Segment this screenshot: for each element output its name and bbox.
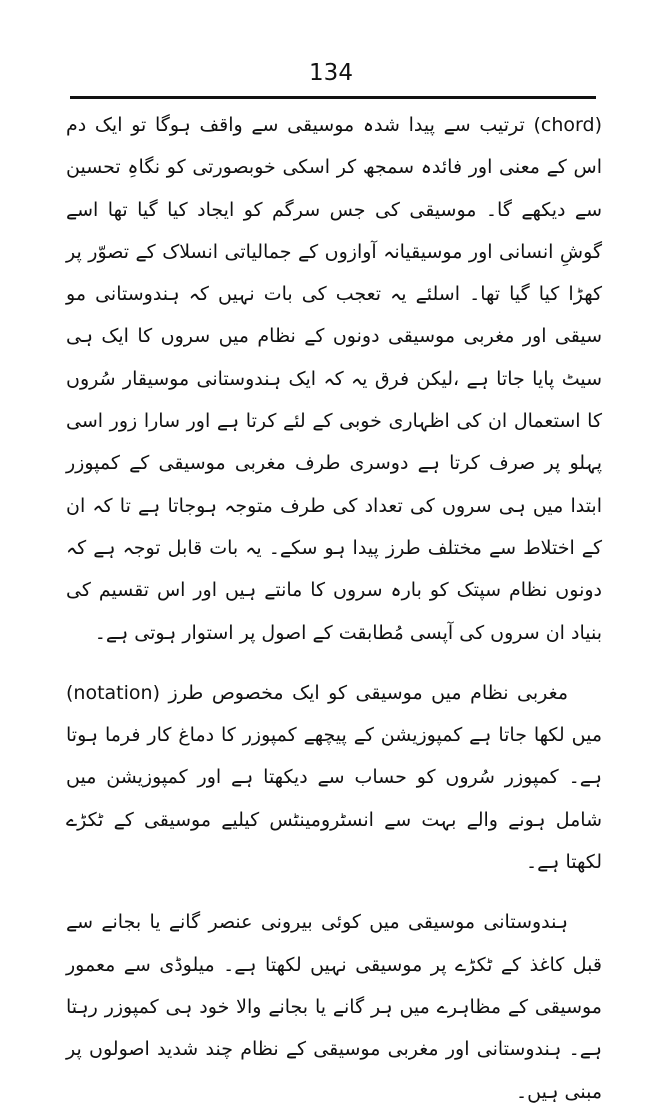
paragraph-1: (chord) ترتیب سے پیدا شدہ موسیقی سے واقف ہوگا تو ایک دم اس کے معنی اور فائدہ سمجھ کر اسکی خوبصورتی کو نگاہِ تحسین سے دیکھے گا۔ موسیقی کی جس سرگم کو ایجاد کیا گیا تھا اسے گوشِ انسانی اور موسیقیانہ آوازوں کے جمالیاتی انسلاک کے تصوّر پر کھڑا کیا گیا تھا۔ اسلئے یہ تعجب کی بات نہیں کہ ہندوستانی مو سیقی اور مغربی موسیقی دونوں کے نظام میں سروں کا ایک ہی سیٹ پایا جاتا ہے ،لیکن فرق یہ کہ ایک ہندوستانی موسیقار سُروں کا استعمال ان کی اظہاری خوبی کے لئے کرتا ہے اور سارا زور اسی پہلو پر صرف کرتا ہے دوسری طرف مغربی موسیقی کے کمپوزر ابتدا میں ہی سروں کی تعداد کی طرف متوجہ ہوجاتا ہے تا کہ ان کے اختلاط سے مختلف طرز پیدا ہو سکے۔ یہ بات قابل توجہ ہے کہ دونوں نظام سپتک کو بارہ سروں کا مانتے ہیں اور اس تقسیم کی بنیاد ان سروں کی آپسی مُطابقت کے اصول پر استوار ہوتی ہے۔ [66, 114, 602, 644]
paragraph-gap [66, 883, 602, 901]
paragraph-3: ہندوستانی موسیقی میں کوئی بیرونی عنصر گانے یا بجانے سے قبل کاغذ کے ٹکڑے پر موسیقی نہیں لکھتا ہے۔ میلوڈی سے معمور موسیقی کے مظاہرے میں ہر گانے یا بجانے والا خود ہی کمپوزر رہتا ہے۔ ہندوستانی اور مغربی موسیقی کے نظام چند شدید اصولوں پر مبنی ہیں۔ [66, 911, 602, 1103]
page-body [66, 104, 602, 1113]
paragraph-2: مغربی نظام میں موسیقی کو ایک مخصوص طرز (notation) میں لکھا جاتا ہے کمپوزیشن کے پیچھے کمپوزر کا دماغ کار فرما ہوتا ہے۔ کمپوزر سُروں کو حساب سے دیکھتا ہے اور کمپوزیشن میں شامل ہونے والے بہت سے انسٹرومینٹس کیلیے موسیقی کے ٹکڑے لکھتا ہے۔ [66, 681, 602, 874]
header-rule [70, 96, 596, 99]
page-number: 134 [309, 60, 353, 86]
paragraph-gap [66, 654, 602, 672]
